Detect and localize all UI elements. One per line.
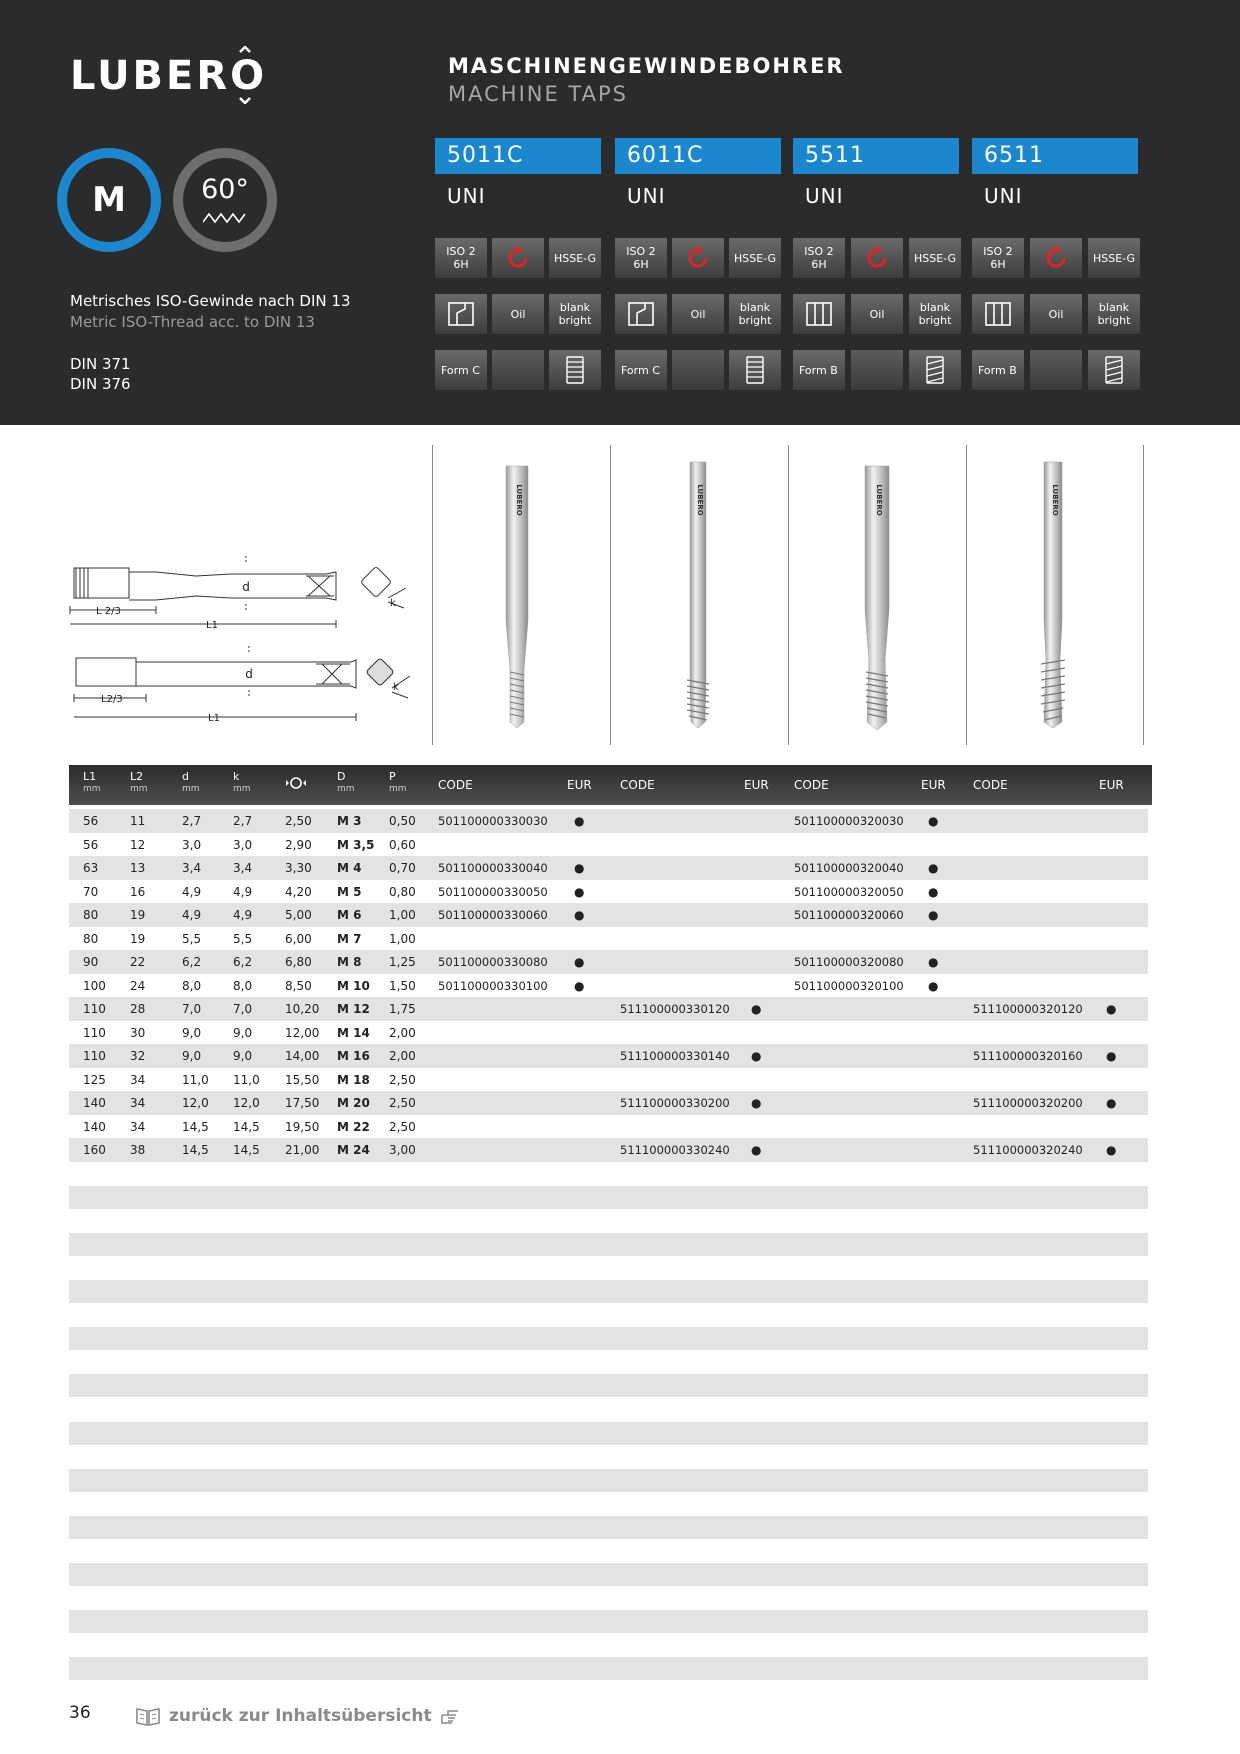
din-376: DIN 376 [70, 375, 131, 393]
col-l2: L2 mm [130, 770, 148, 794]
order-code-cell: 501100000320100 [794, 978, 904, 993]
tolerance-tile: ISO 2 6H [615, 238, 667, 278]
tap-image-5011c [500, 460, 534, 730]
cell-l1: 63 [83, 861, 99, 875]
coolant-tile: Oil [1030, 294, 1082, 334]
cell-D: M 16 [337, 1049, 370, 1063]
dim-l23-top: L 2/3 [96, 606, 121, 617]
col-code-2: CODE [620, 778, 655, 792]
pointing-hand-icon [440, 1707, 462, 1725]
tolerance-tile: ISO 2 6H [972, 238, 1024, 278]
order-code-cell: 511100000320120 [973, 1002, 1083, 1016]
form-tile: Form C [615, 350, 667, 390]
drill-diameter-icon [285, 776, 307, 793]
availability-dot: ● [574, 884, 585, 899]
order-code-cell: 511100000330140 [620, 1049, 730, 1063]
product-column-6511 [972, 138, 1138, 208]
table-row [69, 833, 1148, 857]
empty-stripe [69, 1327, 1148, 1350]
cell-d: 4,9 [182, 884, 202, 899]
thread-letter: M [92, 180, 126, 220]
order-code-cell: 501100000330060 [438, 908, 548, 922]
cell-d: 6,2 [182, 955, 202, 969]
product-column-6011c [615, 138, 781, 208]
material-tile: HSSE-G [1088, 238, 1140, 278]
cell-P: 1,00 [389, 931, 416, 946]
availability-dot: ● [574, 908, 585, 922]
cell-dr: 6,80 [285, 955, 312, 969]
spiral-point-icon [1088, 350, 1140, 390]
cell-k: 14,5 [233, 1143, 260, 1157]
cell-l2: 28 [130, 1002, 146, 1016]
product-column-5011c [435, 138, 601, 208]
column-divider [788, 445, 789, 745]
cell-P: 0,80 [389, 884, 416, 899]
column-divider [1143, 445, 1144, 745]
empty-stripe [69, 1610, 1148, 1633]
cell-P: 2,50 [389, 1096, 416, 1110]
product-column-5511 [793, 138, 959, 208]
cell-d: 12,0 [182, 1096, 209, 1110]
empty-stripe [69, 1469, 1148, 1492]
col-d: d mm [182, 770, 200, 794]
back-link-label[interactable]: zurück zur Inhaltsübersicht [169, 1706, 432, 1726]
technical-drawing [66, 550, 426, 730]
tolerance-tile: ISO 2 6H [793, 238, 845, 278]
dim-d-top: d [242, 580, 250, 594]
cell-P: 1,50 [389, 978, 416, 993]
table-row [69, 974, 1148, 998]
page-number: 36 [69, 1703, 91, 1723]
tolerance-tile: ISO 2 6H [435, 238, 487, 278]
col-eur-3: EUR [921, 778, 946, 792]
availability-dot: ● [928, 908, 939, 922]
cell-d: 8,0 [182, 978, 202, 993]
cell-D: M 3 [337, 814, 362, 828]
cell-d: 9,0 [182, 1025, 202, 1040]
coolant-tile: Oil [492, 294, 544, 334]
cell-l2: 12 [130, 837, 146, 852]
cell-d: 14,5 [182, 1143, 209, 1157]
cell-dr: 19,50 [285, 1119, 320, 1134]
col-eur-4: EUR [1099, 778, 1124, 792]
cell-k: 4,9 [233, 884, 253, 899]
cell-d: 2,7 [182, 814, 202, 828]
cell-l2: 11 [130, 814, 146, 828]
order-code-cell: 511100000320200 [973, 1096, 1083, 1110]
cell-P: 1,00 [389, 908, 416, 922]
cell-dr: 17,50 [285, 1096, 320, 1110]
through-hole-icon [615, 294, 667, 334]
cell-l1: 100 [83, 978, 106, 993]
column-divider [432, 445, 433, 745]
order-code-cell: 501100000330050 [438, 884, 548, 899]
cell-l1: 160 [83, 1143, 106, 1157]
right-hand-cut-icon [672, 238, 724, 278]
availability-dot: ● [751, 1143, 762, 1157]
order-code-cell: 511100000320160 [973, 1049, 1083, 1063]
tap-logo-text: LUBERO [875, 484, 883, 516]
back-to-contents-link[interactable] [135, 1703, 462, 1729]
cell-l2: 34 [130, 1119, 146, 1134]
order-code-cell: 501100000320050 [794, 884, 904, 899]
form-tile: Form B [793, 350, 845, 390]
cell-l2: 13 [130, 861, 146, 875]
cell-k: 8,0 [233, 978, 253, 993]
cell-l1: 90 [83, 955, 99, 969]
availability-dot: ● [574, 814, 585, 828]
cell-k: 6,2 [233, 955, 253, 969]
cell-D: M 7 [337, 931, 362, 946]
product-code: 5511 [793, 138, 959, 174]
order-code-cell: 511100000320240 [973, 1143, 1083, 1157]
table-row [69, 1021, 1148, 1045]
cell-d: 5,5 [182, 931, 202, 946]
cell-P: 0,70 [389, 861, 416, 875]
cell-D: M 20 [337, 1096, 370, 1110]
empty-stripe [69, 1280, 1148, 1303]
dim-d-bottom: d [245, 667, 253, 681]
order-code-cell: 501100000330080 [438, 955, 548, 969]
thread-angle-badge [173, 148, 277, 252]
cell-k: 2,7 [233, 814, 253, 828]
availability-dot: ● [928, 814, 939, 828]
order-code-cell: 511100000330120 [620, 1002, 730, 1016]
table-header [69, 765, 1152, 805]
order-code-cell: 501100000320080 [794, 955, 904, 969]
table-row [69, 1138, 1148, 1162]
cell-P: 0,50 [389, 814, 416, 828]
surface-tile: blank bright [909, 294, 961, 334]
availability-dot: ● [1106, 1096, 1117, 1110]
col-k: k mm [233, 770, 251, 794]
col-code-1: CODE [438, 778, 473, 792]
empty-stripe [69, 1186, 1148, 1209]
blank-tile [672, 350, 724, 390]
cell-P: 1,25 [389, 955, 416, 969]
cell-d: 9,0 [182, 1049, 202, 1063]
cell-dr: 4,20 [285, 884, 312, 899]
availability-dot: ● [928, 978, 939, 993]
cell-k: 7,0 [233, 1002, 253, 1016]
cell-l1: 140 [83, 1119, 106, 1134]
surface-tile: blank bright [549, 294, 601, 334]
product-type: UNI [627, 184, 666, 208]
availability-dot: ● [1106, 1143, 1117, 1157]
availability-dot: ● [574, 861, 585, 875]
table-row [69, 927, 1148, 951]
table-row [69, 1091, 1148, 1115]
table-row [69, 903, 1148, 927]
cell-dr: 3,30 [285, 861, 312, 875]
cell-k: 9,0 [233, 1025, 253, 1040]
blank-tile [492, 350, 544, 390]
cell-l1: 125 [83, 1072, 106, 1087]
cell-l1: 70 [83, 884, 99, 899]
cell-dr: 8,50 [285, 978, 312, 993]
thread-angle: 60° [201, 174, 249, 205]
cell-l1: 110 [83, 1025, 106, 1040]
blind-hole-icon [793, 294, 845, 334]
tap-logo-text: LUBERO [1051, 484, 1059, 516]
empty-stripe [69, 1374, 1148, 1397]
cell-l1: 56 [83, 814, 99, 828]
table-row [69, 1068, 1148, 1092]
cell-dr: 6,00 [285, 931, 312, 946]
cell-D: M 6 [337, 908, 362, 922]
availability-dot: ● [751, 1002, 762, 1016]
cell-d: 3,4 [182, 861, 202, 875]
cell-l2: 32 [130, 1049, 146, 1063]
book-icon [135, 1706, 161, 1726]
cell-D: M 5 [337, 884, 362, 899]
cell-k: 12,0 [233, 1096, 260, 1110]
product-type: UNI [805, 184, 844, 208]
cell-dr: 2,50 [285, 814, 312, 828]
cell-k: 5,5 [233, 931, 253, 946]
cell-l1: 80 [83, 931, 99, 946]
cell-P: 2,50 [389, 1072, 416, 1087]
tap-logo-text: LUBERO [515, 484, 523, 516]
col-eur-1: EUR [567, 778, 592, 792]
cell-l2: 19 [130, 908, 146, 922]
col-P: P mm [389, 770, 407, 794]
availability-dot: ● [928, 861, 939, 875]
cell-l2: 19 [130, 931, 146, 946]
table-row [69, 950, 1148, 974]
blank-tile [1030, 350, 1082, 390]
column-divider [610, 445, 611, 745]
order-code-cell: 511100000330200 [620, 1096, 730, 1110]
cell-d: 3,0 [182, 837, 202, 852]
cell-dr: 5,00 [285, 908, 312, 922]
availability-dot: ● [928, 955, 939, 969]
dim-l1-bottom: L1 [208, 713, 220, 724]
cell-k: 11,0 [233, 1072, 260, 1087]
dim-k-bottom: k [393, 682, 399, 693]
right-hand-cut-icon [1030, 238, 1082, 278]
tap-image-6511 [1036, 460, 1070, 730]
cell-l2: 30 [130, 1025, 146, 1040]
cell-D: M 18 [337, 1072, 370, 1087]
dim-l1-top: L1 [206, 620, 218, 631]
tap-image-5511 [860, 460, 894, 730]
col-code-4: CODE [973, 778, 1008, 792]
dim-l23-bottom: L2/3 [101, 694, 123, 705]
cell-P: 0,60 [389, 837, 416, 852]
material-tile: HSSE-G [729, 238, 781, 278]
availability-dot: ● [1106, 1049, 1117, 1063]
order-code-cell: 511100000330240 [620, 1143, 730, 1157]
cell-k: 3,0 [233, 837, 253, 852]
order-code-cell: 501100000330030 [438, 814, 548, 828]
cell-d: 11,0 [182, 1072, 209, 1087]
availability-dot: ● [751, 1049, 762, 1063]
chamfer-form-icon [549, 350, 601, 390]
cell-dr: 12,00 [285, 1025, 320, 1040]
table-row [69, 997, 1148, 1021]
cell-l2: 22 [130, 955, 146, 969]
cell-P: 1,75 [389, 1002, 416, 1016]
cell-l2: 38 [130, 1143, 146, 1157]
thread-profile-icon [203, 212, 247, 224]
cell-D: M 10 [337, 978, 370, 993]
order-code-cell: 501100000330040 [438, 861, 548, 875]
cell-D: M 22 [337, 1119, 370, 1134]
cell-D: M 12 [337, 1002, 370, 1016]
cell-l2: 34 [130, 1096, 146, 1110]
col-l1: L1 mm [83, 770, 101, 794]
cell-P: 2,00 [389, 1049, 416, 1063]
product-type: UNI [447, 184, 486, 208]
product-type: UNI [984, 184, 1023, 208]
surface-tile: blank bright [1088, 294, 1140, 334]
order-code-cell: 501100000330100 [438, 978, 548, 993]
cell-l2: 34 [130, 1072, 146, 1087]
right-hand-cut-icon [851, 238, 903, 278]
cell-d: 4,9 [182, 908, 202, 922]
thread-standard-en: Metric ISO-Thread acc. to DIN 13 [70, 313, 315, 331]
form-tile: Form C [435, 350, 487, 390]
material-tile: HSSE-G [549, 238, 601, 278]
order-code-cell: 501100000320040 [794, 861, 904, 875]
col-code-3: CODE [794, 778, 829, 792]
column-divider [966, 445, 967, 745]
through-hole-icon [435, 294, 487, 334]
thread-type-badge [57, 148, 161, 252]
cell-k: 3,4 [233, 861, 253, 875]
dim-k-top: k [390, 598, 396, 609]
order-code-cell: 501100000320030 [794, 814, 904, 828]
cell-d: 7,0 [182, 1002, 202, 1016]
cell-dr: 15,50 [285, 1072, 320, 1087]
cell-dr: 14,00 [285, 1049, 320, 1063]
availability-dot: ● [928, 884, 939, 899]
cell-D: M 8 [337, 955, 362, 969]
cell-D: M 4 [337, 861, 362, 875]
cell-d: 14,5 [182, 1119, 209, 1134]
chamfer-form-icon [729, 350, 781, 390]
order-code-cell: 501100000320060 [794, 908, 904, 922]
empty-stripe [69, 1516, 1148, 1539]
cell-l1: 140 [83, 1096, 106, 1110]
brand-logo: LUBERO [70, 53, 268, 99]
coolant-tile: Oil [851, 294, 903, 334]
col-D: D mm [337, 770, 355, 794]
col-eur-2: EUR [744, 778, 769, 792]
tap-image-6011c [681, 460, 715, 730]
right-hand-cut-icon [492, 238, 544, 278]
blind-hole-icon [972, 294, 1024, 334]
cell-l1: 110 [83, 1002, 106, 1016]
product-code: 6511 [972, 138, 1138, 174]
table-row [69, 1115, 1148, 1139]
cell-k: 9,0 [233, 1049, 253, 1063]
cell-P: 2,50 [389, 1119, 416, 1134]
cell-D: M 3,5 [337, 837, 375, 852]
material-tile: HSSE-G [909, 238, 961, 278]
cell-l1: 56 [83, 837, 99, 852]
din-371: DIN 371 [70, 355, 131, 373]
surface-tile: blank bright [729, 294, 781, 334]
table-row [69, 856, 1148, 880]
form-tile: Form B [972, 350, 1024, 390]
availability-dot: ● [574, 955, 585, 969]
empty-stripe [69, 1233, 1148, 1256]
cell-dr: 21,00 [285, 1143, 320, 1157]
empty-stripe [69, 1657, 1148, 1680]
table-row [69, 1044, 1148, 1068]
cell-D: M 14 [337, 1025, 370, 1040]
availability-dot: ● [574, 978, 585, 993]
logo-accent-icon [237, 46, 253, 104]
cell-k: 14,5 [233, 1119, 260, 1134]
cell-P: 2,00 [389, 1025, 416, 1040]
cell-l2: 16 [130, 884, 146, 899]
empty-stripe [69, 1422, 1148, 1445]
product-code: 6011C [615, 138, 781, 174]
coolant-tile: Oil [672, 294, 724, 334]
cell-dr: 2,90 [285, 837, 312, 852]
title-german: MASCHINENGEWINDEBOHRER [448, 54, 845, 78]
product-code: 5011C [435, 138, 601, 174]
table-row [69, 809, 1148, 833]
cell-l2: 24 [130, 978, 146, 993]
title-english: MACHINE TAPS [448, 82, 628, 106]
header-band [0, 0, 1240, 425]
cell-k: 4,9 [233, 908, 253, 922]
tap-logo-text: LUBERO [696, 484, 704, 516]
cell-l1: 110 [83, 1049, 106, 1063]
spiral-point-icon [909, 350, 961, 390]
cell-P: 3,00 [389, 1143, 416, 1157]
thread-standard-de: Metrisches ISO-Gewinde nach DIN 13 [70, 292, 351, 310]
blank-tile [851, 350, 903, 390]
cell-dr: 10,20 [285, 1002, 320, 1016]
availability-dot: ● [751, 1096, 762, 1110]
table-row [69, 880, 1148, 904]
availability-dot: ● [1106, 1002, 1117, 1016]
cell-l1: 80 [83, 908, 99, 922]
empty-stripe [69, 1563, 1148, 1586]
cell-D: M 24 [337, 1143, 370, 1157]
